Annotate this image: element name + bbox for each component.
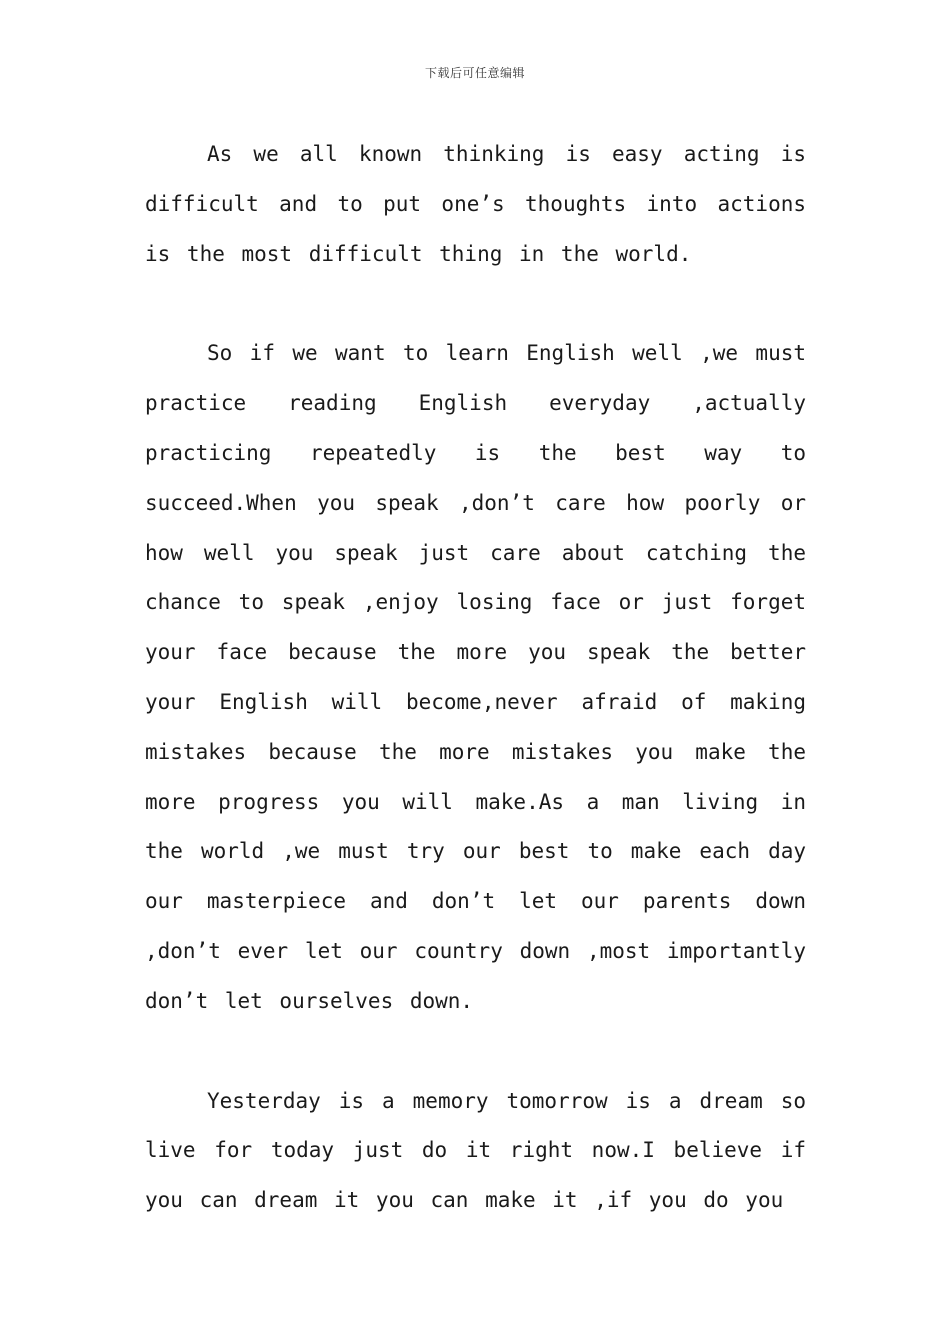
paragraph-3: Yesterday is a memory tomorrow is a dream so live for today just do it right now.I believe if you can dream it you can make it ,if you do you bbox=[145, 1088, 806, 1213]
page-header: 下载后可任意编辑 bbox=[424, 66, 525, 80]
paragraph-2: So if we want to learn English well ,we must practice reading English everyday ,actually practicing repeatedly is the best way to succeed.When you speak ,don’t care how poorly or how well you speak just care about catching the chance to speak ,enjoy losing face or just forget your face because the more you speak the better your English will become,never afraid of making mistakes because the more mistakes you make the more progress you will make.As a man living in the world ,we must try our best to make each day our masterpiece and don’t let our parents down ,don’t ever let our country down ,most importantly don’t let ourselves down. bbox=[145, 341, 806, 1013]
paragraph-1: As we all known thinking is easy acting is difficult and to put one’s thoughts into actions is the most difficult thing in the world. bbox=[145, 142, 806, 266]
document-body bbox=[145, 130, 806, 1276]
